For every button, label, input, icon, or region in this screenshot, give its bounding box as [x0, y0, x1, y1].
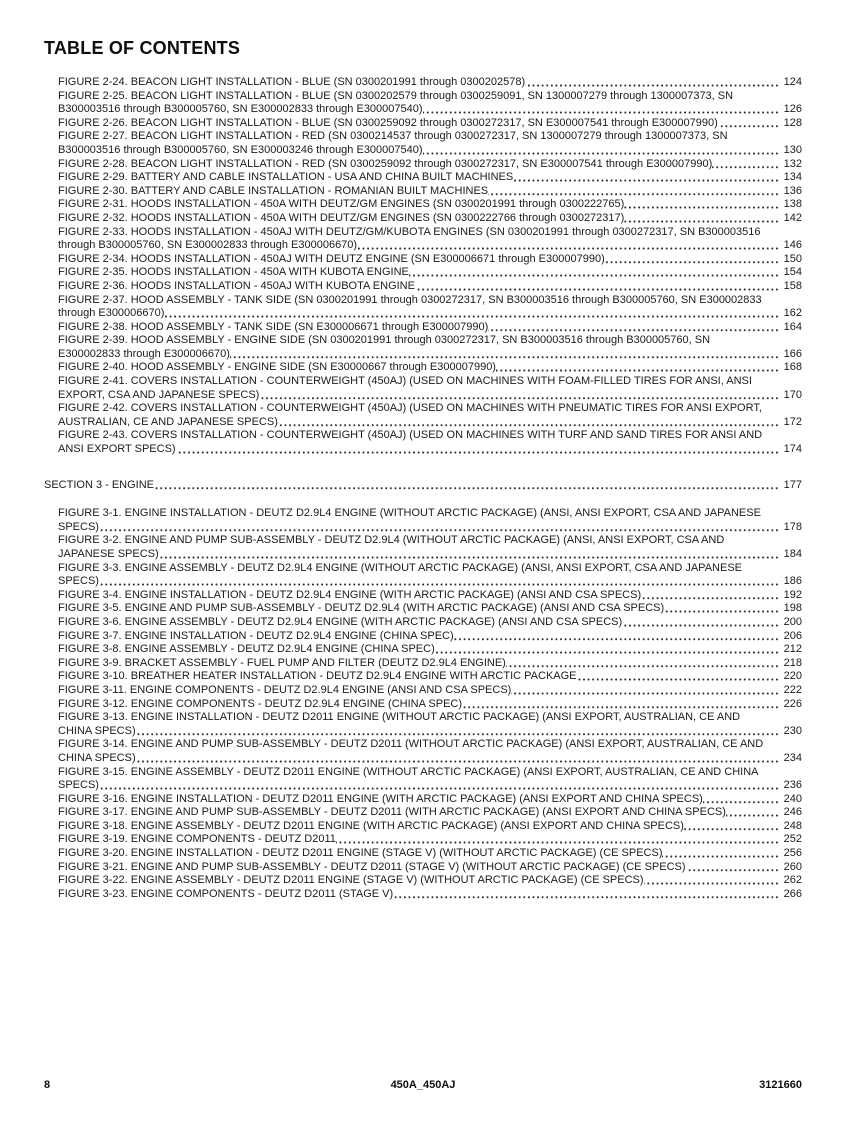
toc-list: [44, 76, 802, 901]
toc-entry-text: FIGURE 3-1. ENGINE INSTALLATION - DEUTZ D2.9L4 ENGINE (WITHOUT ARCTIC PACKAGE) (ANSI, ANSI EXPORT, CSA AND JAPANESE SPECS): [58, 507, 761, 533]
toc-entry-page: 192: [780, 589, 802, 603]
toc-entry-page: 134: [780, 171, 802, 185]
toc-entry: [58, 657, 802, 671]
toc-entry-text: FIGURE 3-23. ENGINE COMPONENTS - DEUTZ D2011 (STAGE V): [58, 887, 394, 900]
toc-entry-page: 178: [780, 521, 802, 535]
toc-entry-page: 142: [780, 212, 802, 226]
toc-entry-text: FIGURE 3-3. ENGINE ASSEMBLY - DEUTZ D2.9L4 ENGINE (WITHOUT ARCTIC PACKAGE) (ANSI, ANSI EXPORT, CSA AND JAPANESE SPECS): [58, 561, 742, 588]
toc-entry-text: FIGURE 2-38. HOOD ASSEMBLY - TANK SIDE (SN E300006671 through E300007990): [58, 320, 489, 333]
toc-entry-text: FIGURE 3-9. BRACKET ASSEMBLY - FUEL PUMP AND FILTER (DEUTZ D2.9L4 ENGINE): [58, 656, 506, 669]
toc-entry-text: FIGURE 3-16. ENGINE INSTALLATION - DEUTZ D2011 ENGINE (WITH ARCTIC PACKAGE) (ANSI EXPORT AND CHINA SPECS): [58, 792, 703, 805]
toc-entry: [58, 630, 802, 644]
toc-entry-text: FIGURE 3-5. ENGINE AND PUMP SUB-ASSEMBLY - DEUTZ D2.9L4 (WITH ARCTIC PACKAGE) (ANSI AND CSA SPECS): [58, 602, 665, 615]
footer-center-label: 450A_450AJ: [390, 1079, 456, 1091]
toc-entry: [58, 684, 802, 698]
toc-entry-text: FIGURE 2-25. BEACON LIGHT INSTALLATION - BLUE (SN 0300202579 through 0300259091, SN 1300007279 through 1300007373, SN B300003516 through B300005760, SN E300002833 through E300007540): [58, 89, 734, 116]
toc-entry-text: FIGURE 2-35. HOODS INSTALLATION - 450A WITH KUBOTA ENGINE: [58, 266, 409, 279]
toc-entry-page: 138: [780, 198, 802, 212]
toc-entry-page: 248: [780, 820, 802, 834]
toc-entry: [58, 670, 802, 684]
toc-entry: [58, 616, 802, 630]
toc-entry-page: 146: [780, 239, 802, 253]
toc-entry: [58, 711, 802, 738]
toc-entry-page: 220: [780, 670, 802, 684]
toc-entry-page: 162: [780, 307, 802, 321]
toc-section-label: SECTION 3 - ENGINE: [44, 478, 155, 491]
toc-entry-page: 168: [780, 361, 802, 375]
toc-entry-page: 124: [780, 76, 802, 90]
toc-entry-page: 172: [780, 416, 802, 430]
toc-entry-text: FIGURE 2-31. HOODS INSTALLATION - 450A WITH DEUTZ/GM ENGINES (SN 0300201991 through 0300222765): [58, 198, 625, 211]
toc-entry-text: FIGURE 2-28. BEACON LIGHT INSTALLATION - RED (SN 0300259092 through 0300272317, SN E300007541 through E300007990): [58, 157, 713, 170]
toc-entry: [58, 253, 802, 267]
toc-entry-page: 136: [780, 185, 802, 199]
toc-entry-page: 200: [780, 616, 802, 630]
toc-entry-page: 212: [780, 643, 802, 657]
toc-entry-text: FIGURE 2-32. HOODS INSTALLATION - 450A WITH DEUTZ/GM ENGINES (SN 0300222766 through 0300272317): [58, 211, 625, 224]
toc-entry-text: FIGURE 3-19. ENGINE COMPONENTS - DEUTZ D2011: [58, 833, 336, 846]
toc-entry: [58, 361, 802, 375]
toc-entry-text: FIGURE 3-20. ENGINE INSTALLATION - DEUTZ D2011 ENGINE (STAGE V) (WITHOUT ARCTIC PACKAGE) (CE SPECS): [58, 847, 663, 860]
toc-entry-page: 240: [780, 793, 802, 807]
toc-entry: [58, 861, 802, 875]
toc-entry-page: 198: [780, 602, 802, 616]
toc-entry: [58, 833, 802, 847]
toc-entry-page: 218: [780, 657, 802, 671]
toc-entry-text: FIGURE 3-2. ENGINE AND PUMP SUB-ASSEMBLY - DEUTZ D2.9L4 (WITHOUT ARCTIC PACKAGE) (ANSI, ANSI EXPORT, CSA AND JAPANESE SPECS): [58, 534, 725, 560]
toc-entry: [58, 280, 802, 294]
toc-entry: [58, 888, 802, 902]
toc-entry-text: FIGURE 3-10. BREATHER HEATER INSTALLATION - DEUTZ D2.9L4 ENGINE WITH ARCTIC PACKAGE: [58, 670, 577, 683]
toc-entry-page: 186: [780, 575, 802, 589]
toc-entry: [58, 266, 802, 280]
toc-entry-page: 206: [780, 630, 802, 644]
toc-entry: [58, 375, 802, 402]
toc-figure-list-section3: [58, 507, 802, 901]
toc-entry-text: FIGURE 3-7. ENGINE INSTALLATION - DEUTZ D2.9L4 ENGINE (CHINA SPEC): [58, 629, 454, 642]
toc-entry-page: 222: [780, 684, 802, 698]
toc-entry-page: 170: [780, 389, 802, 403]
toc-entry-text: FIGURE 2-26. BEACON LIGHT INSTALLATION - BLUE (SN 0300259092 through 0300272317, SN E300007541 through E300007990): [58, 116, 718, 129]
toc-entry-page: 184: [780, 548, 802, 562]
toc-entry-page: 154: [780, 266, 802, 280]
toc-section-heading: [44, 479, 802, 493]
toc-entry-text: FIGURE 2-24. BEACON LIGHT INSTALLATION - BLUE (SN 0300201991 through 0300202578): [58, 76, 526, 88]
toc-entry-text: FIGURE 2-42. COVERS INSTALLATION - COUNTERWEIGHT (450AJ) (USED ON MACHINES WITH PNEUMATIC TIRES FOR ANSI EXPORT, AUSTRALIAN, CE AND JAPANESE SPECS): [58, 402, 762, 428]
toc-entry: [58, 130, 802, 157]
toc-entry-page: 262: [780, 874, 802, 888]
toc-entry-page: 126: [780, 103, 802, 117]
toc-entry-text: FIGURE 3-15. ENGINE ASSEMBLY - DEUTZ D2011 ENGINE (WITHOUT ARCTIC PACKAGE) (ANSI EXPORT, AUSTRALIAN, CE AND CHINA SPECS): [58, 765, 759, 792]
toc-entry-text: FIGURE 3-14. ENGINE AND PUMP SUB-ASSEMBLY - DEUTZ D2011 (WITHOUT ARCTIC PACKAGE) (ANSI EXPORT, AUSTRALIAN, CE AND CHINA SPECS): [58, 738, 764, 764]
toc-entry: [58, 321, 802, 335]
page-content: [44, 38, 802, 901]
toc-entry: [58, 294, 802, 321]
toc-entry-page: 230: [780, 725, 802, 739]
toc-entry-text: FIGURE 3-12. ENGINE COMPONENTS - DEUTZ D2.9L4 ENGINE (CHINA SPEC): [58, 697, 463, 710]
page-title: TABLE OF CONTENTS: [44, 38, 241, 58]
toc-entry-text: FIGURE 3-11. ENGINE COMPONENTS - DEUTZ D2.9L4 ENGINE (ANSI AND CSA SPECS): [58, 683, 512, 696]
toc-entry-text: FIGURE 2-29. BATTERY AND CABLE INSTALLATION - USA AND CHINA BUILT MACHINES: [58, 171, 514, 184]
toc-entry-text: FIGURE 2-27. BEACON LIGHT INSTALLATION - RED (SN 0300214537 through 0300272317, SN 1300007279 through 1300007373, SN B300003516 through B300005760, SN E300003246 through E300007540): [58, 130, 728, 156]
toc-figure-list-section2: [58, 76, 802, 457]
toc-entry: [58, 198, 802, 212]
toc-entry-text: FIGURE 3-8. ENGINE ASSEMBLY - DEUTZ D2.9L4 ENGINE (CHINA SPEC): [58, 643, 435, 656]
footer-page-number: 8: [44, 1079, 51, 1091]
toc-entry-page: 166: [780, 348, 802, 362]
toc-entry-text: FIGURE 2-40. HOOD ASSEMBLY - ENGINE SIDE (SN E30000667 through E300007990): [58, 361, 496, 374]
toc-entry: [58, 534, 802, 561]
toc-entry: [58, 90, 802, 117]
toc-entry-text: FIGURE 2-36. HOODS INSTALLATION - 450AJ WITH KUBOTA ENGINE: [58, 279, 415, 292]
footer-doc-number: 3121660: [759, 1079, 802, 1091]
toc-entry-page: 260: [780, 861, 802, 875]
toc-entry-page: 252: [780, 833, 802, 847]
page-footer: [44, 1079, 802, 1091]
toc-entry: [58, 766, 802, 793]
toc-entry: [58, 226, 802, 253]
toc-entry-text: FIGURE 2-37. HOOD ASSEMBLY - TANK SIDE (SN 0300201991 through 0300272317, SN B300003516 through B300005760, SN E300002833 through E300006670): [58, 293, 762, 320]
toc-entry-text: FIGURE 2-41. COVERS INSTALLATION - COUNTERWEIGHT (450AJ) (USED ON MACHINES WITH FOAM-FILLED TIRES FOR ANSI, ANSI EXPORT, CSA AND JAPANESE SPECS): [58, 375, 752, 401]
toc-entry: [58, 212, 802, 226]
toc-entry: [58, 185, 802, 199]
toc-entry: [58, 806, 802, 820]
toc-entry-text: FIGURE 2-33. HOODS INSTALLATION - 450AJ WITH DEUTZ/GM/KUBOTA ENGINES (SN 0300201991 through 0300272317, SN B300003516 through B300005760, SN E300002833 through E300006670): [58, 225, 761, 252]
toc-entry: [58, 602, 802, 616]
toc-entry-page: 130: [780, 144, 802, 158]
toc-entry: [58, 589, 802, 603]
toc-entry: [58, 738, 802, 765]
toc-entry-page: 128: [780, 117, 802, 131]
toc-entry-text: FIGURE 3-21. ENGINE AND PUMP SUB-ASSEMBLY - DEUTZ D2011 (STAGE V) (WITHOUT ARCTIC PACKAGE) (CE SPECS): [58, 860, 686, 873]
toc-entry: [58, 562, 802, 589]
toc-entry-text: FIGURE 3-13. ENGINE INSTALLATION - DEUTZ D2011 ENGINE (WITHOUT ARCTIC PACKAGE) (ANSI EXPORT, AUSTRALIAN, CE AND CHINA SPECS): [58, 711, 741, 737]
toc-entry-page: 234: [780, 752, 802, 766]
toc-entry: [58, 402, 802, 429]
toc-entry: [58, 117, 802, 131]
toc-entry: [58, 847, 802, 861]
toc-entry-page: 174: [780, 443, 802, 457]
toc-entry-text: FIGURE 3-4. ENGINE INSTALLATION - DEUTZ D2.9L4 ENGINE (WITH ARCTIC PACKAGE) (ANSI AND CSA SPECS): [58, 588, 642, 601]
toc-entry-page: 266: [780, 888, 802, 902]
toc-entry: [58, 429, 802, 456]
toc-entry-text: FIGURE 3-18. ENGINE ASSEMBLY - DEUTZ D2011 ENGINE (WITH ARCTIC PACKAGE) (ANSI EXPORT AND CHINA SPECS): [58, 819, 684, 832]
toc-entry: [58, 793, 802, 807]
toc-entry: [58, 820, 802, 834]
toc-entry: [58, 76, 802, 90]
toc-entry-text: FIGURE 2-30. BATTERY AND CABLE INSTALLATION - ROMANIAN BUILT MACHINES: [58, 184, 489, 197]
toc-entry-text: FIGURE 3-17. ENGINE AND PUMP SUB-ASSEMBLY - DEUTZ D2011 (WITH ARCTIC PACKAGE) (ANSI EXPORT AND CHINA SPECS): [58, 806, 726, 819]
toc-entry: [58, 158, 802, 172]
toc-entry-page: 236: [780, 779, 802, 793]
toc-entry: [58, 643, 802, 657]
toc-entry-text: FIGURE 2-43. COVERS INSTALLATION - COUNTERWEIGHT (450AJ) (USED ON MACHINES WITH TURF AND SAND TIRES FOR ANSI AND ANSI EXPORT SPECS): [58, 429, 763, 456]
toc-entry-text: FIGURE 3-22. ENGINE ASSEMBLY - DEUTZ D2011 ENGINE (STAGE V) (WITHOUT ARCTIC PACKAGE) (CE SPECS): [58, 874, 644, 887]
toc-entry-page: 256: [780, 847, 802, 861]
toc-entry: [58, 507, 802, 534]
toc-entry-text: FIGURE 2-39. HOOD ASSEMBLY - ENGINE SIDE (SN 0300201991 through 0300272317, SN B300003516 through B300005760, SN E300002833 through E300006670): [58, 334, 711, 360]
toc-entry-page: 150: [780, 253, 802, 267]
toc-entry-page: 132: [780, 158, 802, 172]
toc-entry: [58, 334, 802, 361]
toc-entry-page: 226: [780, 698, 802, 712]
toc-section-page: 177: [780, 479, 802, 493]
toc-entry-text: FIGURE 2-34. HOODS INSTALLATION - 450AJ WITH DEUTZ ENGINE (SN E300006671 through E300007990): [58, 252, 605, 265]
toc-entry: [58, 874, 802, 888]
toc-entry-text: FIGURE 3-6. ENGINE ASSEMBLY - DEUTZ D2.9L4 ENGINE (WITH ARCTIC PACKAGE) (ANSI AND CSA SPECS): [58, 615, 623, 628]
toc-entry-page: 164: [780, 321, 802, 335]
toc-entry-page: 246: [780, 806, 802, 820]
toc-entry: [58, 698, 802, 712]
toc-entry: [58, 171, 802, 185]
toc-entry-page: 158: [780, 280, 802, 294]
